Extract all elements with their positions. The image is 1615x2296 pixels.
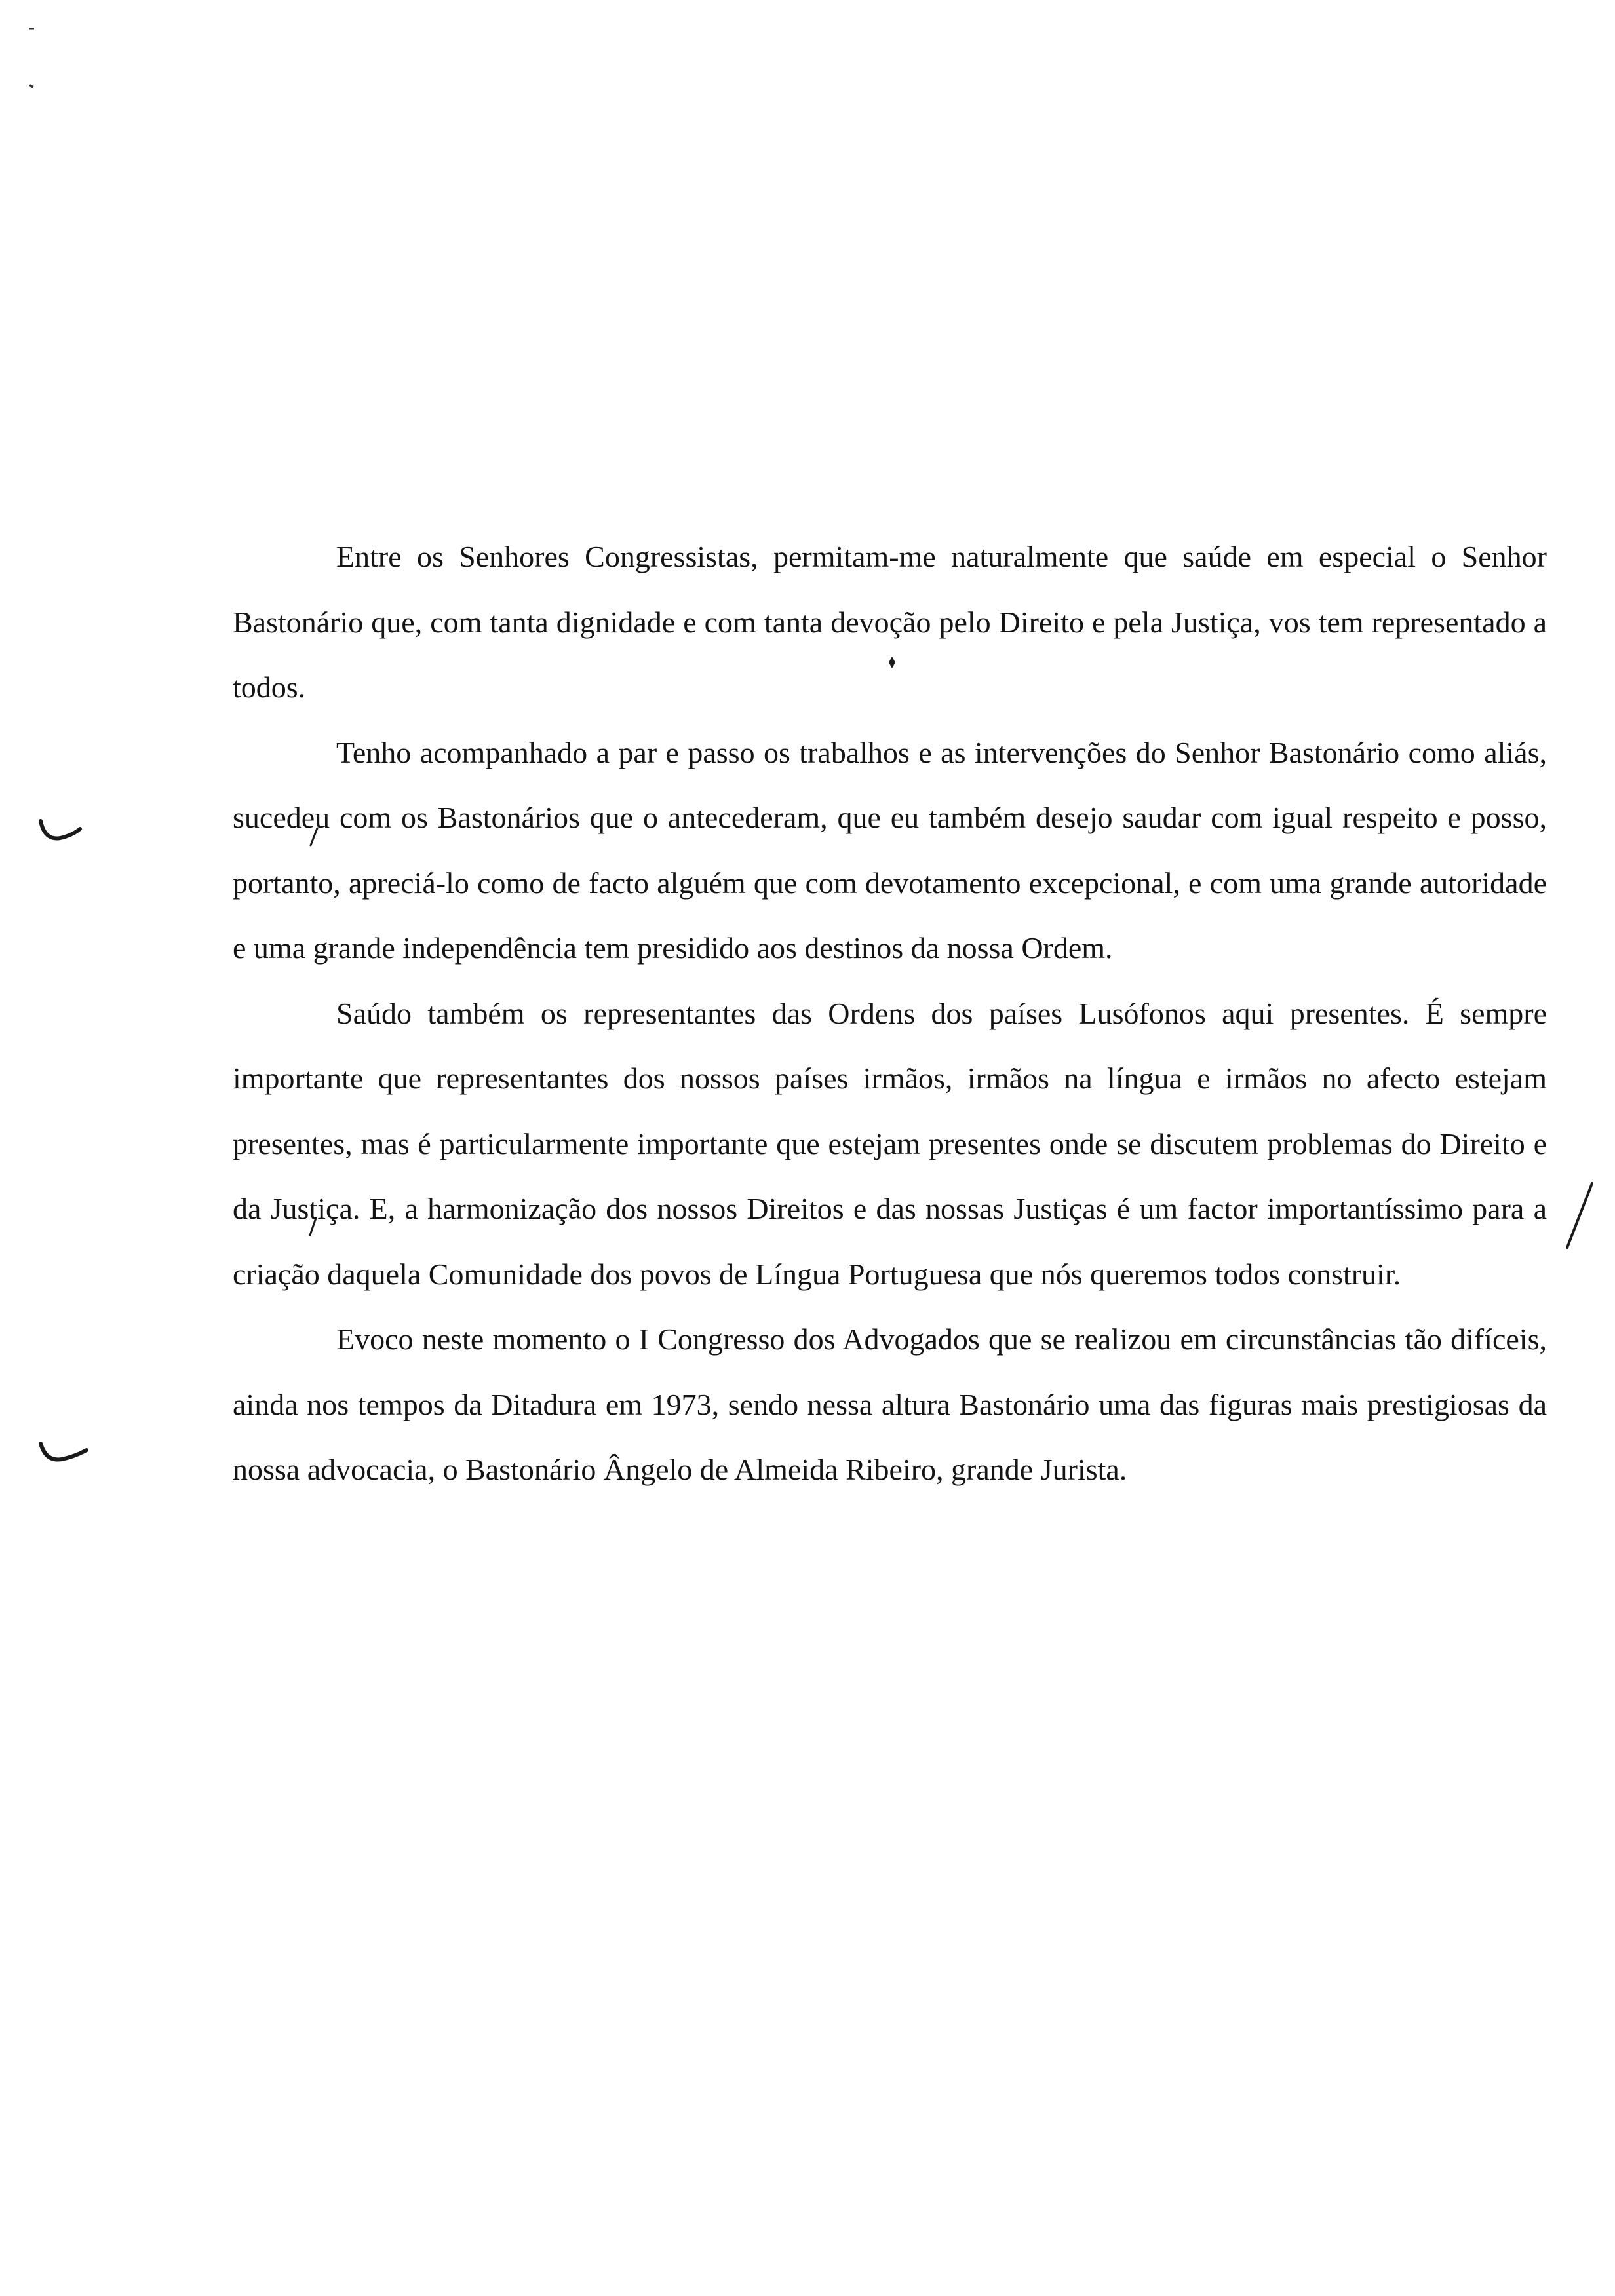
paragraph-1: Entre os Senhores Congressistas, permitam-me naturalmente que saúde em especial o Senhor Bastonário que, com tanta dignidade e com tanta devoção pelo Direito e pela Justiça, vos tem representado a todos. xyxy=(233,540,1547,704)
paragraph-4: Evoco neste momento o I Congresso dos Advogados que se realizou em circunstâncias tão difíceis, ainda nos tempos da Ditadura em 1973, sendo nessa altura Bastonário uma das figuras mais prestigiosas da nossa advocacia, o Bastonário Ângelo de Almeida Ribeiro, grande Jurista. xyxy=(233,1322,1547,1486)
paragraph-3: Saúdo também os representantes das Ordens dos países Lusófonos aqui presentes. É sempre importante que representantes dos nossos países irmãos, irmãos na língua e irmãos no afecto estejam presentes, mas é particularmente importante que estejam presentes onde se discutem problemas do Direito e da Justiça. E, a harmonização dos nossos Direitos e das nossas Justiças é um factor importantíssimo para a criação daquela Comunidade dos povos de Língua Portuguesa que nós queremos todos construir. xyxy=(233,996,1547,1291)
scan-speck xyxy=(28,26,37,92)
margin-slash-mark xyxy=(1563,1179,1596,1252)
document-body xyxy=(233,524,1547,1502)
margin-tick-mark xyxy=(38,816,84,849)
margin-tick-mark xyxy=(38,1438,90,1471)
paragraph-2: Tenho acompanhado a par e passo os trabalhos e as intervenções do Senhor Bastonário como aliás, sucedeu com os Bastonários que o antecederam, que eu também desejo saudar com igual respeito e posso, portanto, apreciá-lo como de facto alguém que com devotamento excepcional, e com uma grande autoridade e uma grande independência tem presidido aos destinos da nossa Ordem. xyxy=(233,735,1547,965)
